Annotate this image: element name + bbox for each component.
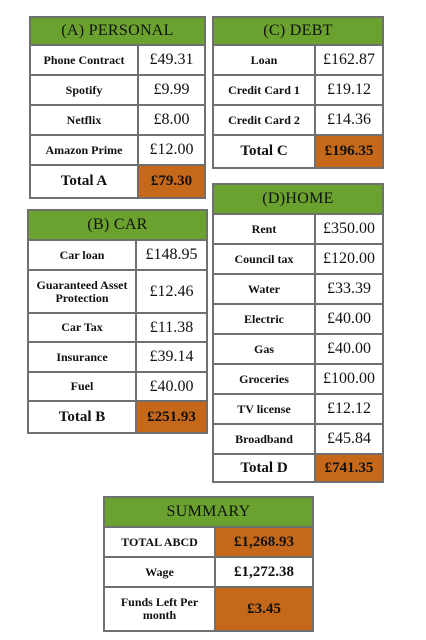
- row-value: £39.14: [149, 348, 194, 365]
- row-value: £40.00: [149, 377, 194, 395]
- total-row: [214, 136, 382, 167]
- table-row: [31, 136, 204, 166]
- row-label: Groceries: [214, 365, 316, 393]
- table-row: [31, 46, 204, 76]
- total-label: Total D: [214, 455, 316, 481]
- summary-label: Funds Left Per month: [105, 588, 216, 630]
- total-label: Total A: [31, 166, 139, 197]
- row-value: £120.00: [323, 250, 375, 267]
- debt-header: [214, 18, 382, 46]
- table-row: [214, 106, 382, 136]
- total-value: £741.35: [316, 455, 382, 481]
- table-row: [29, 343, 206, 373]
- summary-header: [105, 498, 312, 528]
- total-row: [31, 166, 204, 197]
- summary-label: TOTAL ABCD: [105, 528, 216, 556]
- summary-row: [105, 528, 312, 558]
- table-row: [214, 245, 382, 275]
- row-value: £45.84: [327, 430, 371, 447]
- home-table: [212, 183, 384, 483]
- car-title: (B) CAR: [87, 216, 148, 233]
- summary-row: [105, 588, 312, 630]
- home-title: (D)HOME: [262, 190, 334, 207]
- debt-title: (C) DEBT: [263, 22, 333, 39]
- row-value: £19.12: [327, 81, 371, 98]
- table-row: [214, 215, 382, 245]
- table-row: [214, 275, 382, 305]
- row-label: TV license: [214, 395, 316, 423]
- row-label: Electric: [214, 305, 316, 333]
- row-label: Insurance: [29, 343, 137, 371]
- total-row: [214, 455, 382, 481]
- row-label: Water: [214, 275, 316, 303]
- summary-label: Wage: [105, 558, 216, 586]
- total-value: £79.30: [139, 166, 204, 197]
- table-row: [29, 314, 206, 343]
- total-row: [29, 402, 206, 432]
- table-row: [31, 106, 204, 136]
- row-label: Broadband: [214, 425, 316, 453]
- row-value: £8.00: [153, 111, 190, 128]
- table-row: [214, 305, 382, 335]
- summary-value: £3.45: [216, 588, 312, 630]
- table-row: [214, 76, 382, 106]
- row-label: Guaranteed Asset Protection: [29, 271, 137, 312]
- row-value: £162.87: [323, 51, 375, 68]
- row-value: £148.95: [145, 246, 198, 263]
- summary-value: £1,272.38: [234, 563, 294, 580]
- row-label: Credit Card 1: [214, 76, 316, 104]
- row-value: £100.00: [323, 370, 375, 387]
- row-label: Car loan: [29, 241, 137, 269]
- car-header: [29, 211, 206, 241]
- row-value: £40.00: [327, 340, 371, 357]
- summary-value: £1,268.93: [216, 528, 312, 556]
- row-value: £12.12: [327, 400, 371, 417]
- row-value: £33.39: [327, 280, 371, 297]
- table-row: [29, 271, 206, 314]
- total-value: £251.93: [137, 402, 206, 432]
- table-row: [214, 335, 382, 365]
- total-value: £196.35: [316, 136, 382, 167]
- row-value: £12.00: [149, 141, 194, 158]
- row-value: £49.31: [149, 51, 194, 68]
- summary-title: SUMMARY: [166, 503, 251, 520]
- table-row: [214, 395, 382, 425]
- personal-header: [31, 18, 204, 46]
- row-label: Loan: [214, 46, 316, 74]
- row-label: Netflix: [31, 106, 139, 134]
- personal-table: [29, 16, 206, 199]
- row-value: £11.38: [149, 318, 194, 336]
- row-value: £40.00: [327, 310, 371, 327]
- row-label: Rent: [214, 215, 316, 243]
- row-label: Spotify: [31, 76, 139, 104]
- table-row: [214, 425, 382, 455]
- home-header: [214, 185, 382, 215]
- row-label: Credit Card 2: [214, 106, 316, 134]
- row-label: Gas: [214, 335, 316, 363]
- table-row: [214, 365, 382, 395]
- table-row: [29, 241, 206, 271]
- row-value: £350.00: [323, 220, 375, 237]
- table-row: [29, 373, 206, 402]
- row-value: £12.46: [149, 282, 194, 300]
- table-row: [214, 46, 382, 76]
- row-label: Phone Contract: [31, 46, 139, 74]
- personal-title: (A) PERSONAL: [61, 22, 174, 39]
- row-label: Fuel: [29, 373, 137, 400]
- row-label: Council tax: [214, 245, 316, 273]
- summary-table: [103, 496, 314, 632]
- row-value: £14.36: [327, 111, 371, 128]
- row-label: Car Tax: [29, 314, 137, 341]
- total-label: Total B: [29, 402, 137, 432]
- summary-row: [105, 558, 312, 588]
- table-row: [31, 76, 204, 106]
- total-label: Total C: [214, 136, 316, 167]
- row-value: £9.99: [153, 81, 190, 98]
- debt-table: [212, 16, 384, 169]
- row-label: Amazon Prime: [31, 136, 139, 164]
- car-table: [27, 209, 208, 434]
